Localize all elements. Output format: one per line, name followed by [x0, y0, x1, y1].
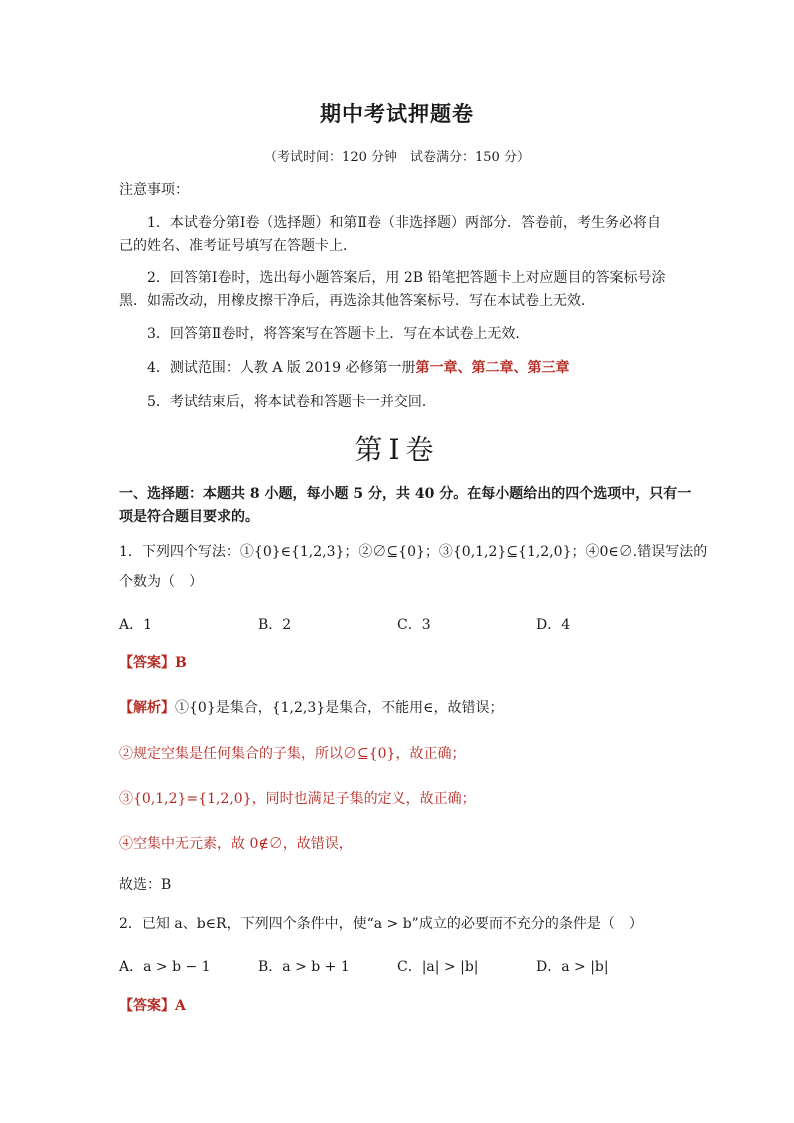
q1-analysis-3: ③{0,1,2}={1,2,0}，同时也满足子集的定义，故正确；	[119, 791, 476, 807]
q2-option-a: A．a > b − 1	[119, 959, 211, 975]
note-2-line-2: 黑．如需改动，用橡皮擦干净后，再选涂其他答案标号．写在本试卷上无效．	[119, 293, 595, 309]
q1-analysis-1	[119, 698, 504, 718]
note-4-scope: 第一章、第二章、第三章	[415, 360, 570, 376]
q1-option-b: B．2	[258, 617, 292, 633]
q1-analysis-1-text: ①{0}是集合，{1,2,3}是集合，不能用∈，故错误；	[175, 700, 504, 716]
q2-option-b: B．a > b + 1	[258, 959, 350, 975]
note-1-line-1: 1．本试卷分第Ⅰ卷（选择题）和第Ⅱ卷（非选择题）两部分．答卷前，考生务必将自	[147, 215, 661, 231]
note-2-line-1: 2．回答第Ⅰ卷时，选出每小题答案后，用 2B 铅笔把答题卡上对应题目的答案标号涂	[147, 270, 666, 286]
note-5: 5．考试结束后，将本试卷和答题卡一并交回．	[147, 394, 436, 410]
q1-stem-line-2: 个数为（ ）	[119, 574, 203, 590]
q1-analysis-4: ④空集中无元素，故 0∉∅，故错误，	[119, 836, 353, 852]
q1-option-d: D．4	[536, 617, 571, 633]
q2-answer: 【答案】A	[119, 998, 186, 1014]
section-title: 第Ⅰ卷	[354, 433, 440, 466]
notes-heading: 注意事项：	[119, 182, 189, 198]
section-heading-line-1: 一、选择题：本题共 8 小题，每小题 5 分，共 40 分。在每小题给出的四个选项中，只有一	[119, 486, 692, 502]
q2-option-c: C．|a| > |b|	[397, 959, 479, 975]
note-4-prefix: 4．测试范围：人教 A 版 2019 必修第一册	[147, 360, 416, 376]
q1-option-c: C．3	[397, 617, 431, 633]
q1-analysis-2: ②规定空集是任何集合的子集，所以∅⊆{0}，故正确；	[119, 746, 466, 762]
q1-analysis-label: 【解析】	[119, 700, 175, 716]
note-1-line-2: 己的姓名、准考证号填写在答题卡上．	[119, 238, 357, 254]
exam-title: 期中考试押题卷	[320, 101, 474, 126]
q1-stem-line-1: 1．下列四个写法：①{0}∈{1,2,3}；②∅⊆{0}；③{0,1,2}⊆{1,2,0}；④0∈∅.错误写法的	[119, 544, 708, 560]
q1-conclusion: 故选：B	[119, 877, 172, 893]
q1-option-a: A．1	[119, 617, 153, 633]
note-4	[147, 358, 569, 378]
exam-time-info: （考试时间：120 分钟 试卷满分：150 分）	[264, 150, 530, 165]
section-heading-line-2: 项是符合题目要求的。	[119, 509, 259, 525]
q1-answer: 【答案】B	[119, 655, 187, 671]
q2-option-d: D．a > |b|	[536, 959, 609, 975]
note-3: 3．回答第Ⅱ卷时，将答案写在答题卡上．写在本试卷上无效．	[147, 326, 530, 342]
q2-stem: 2．已知 a、b∈R，下列四个条件中，使“a > b”成立的必要而不充分的条件是（ ）	[119, 916, 643, 932]
